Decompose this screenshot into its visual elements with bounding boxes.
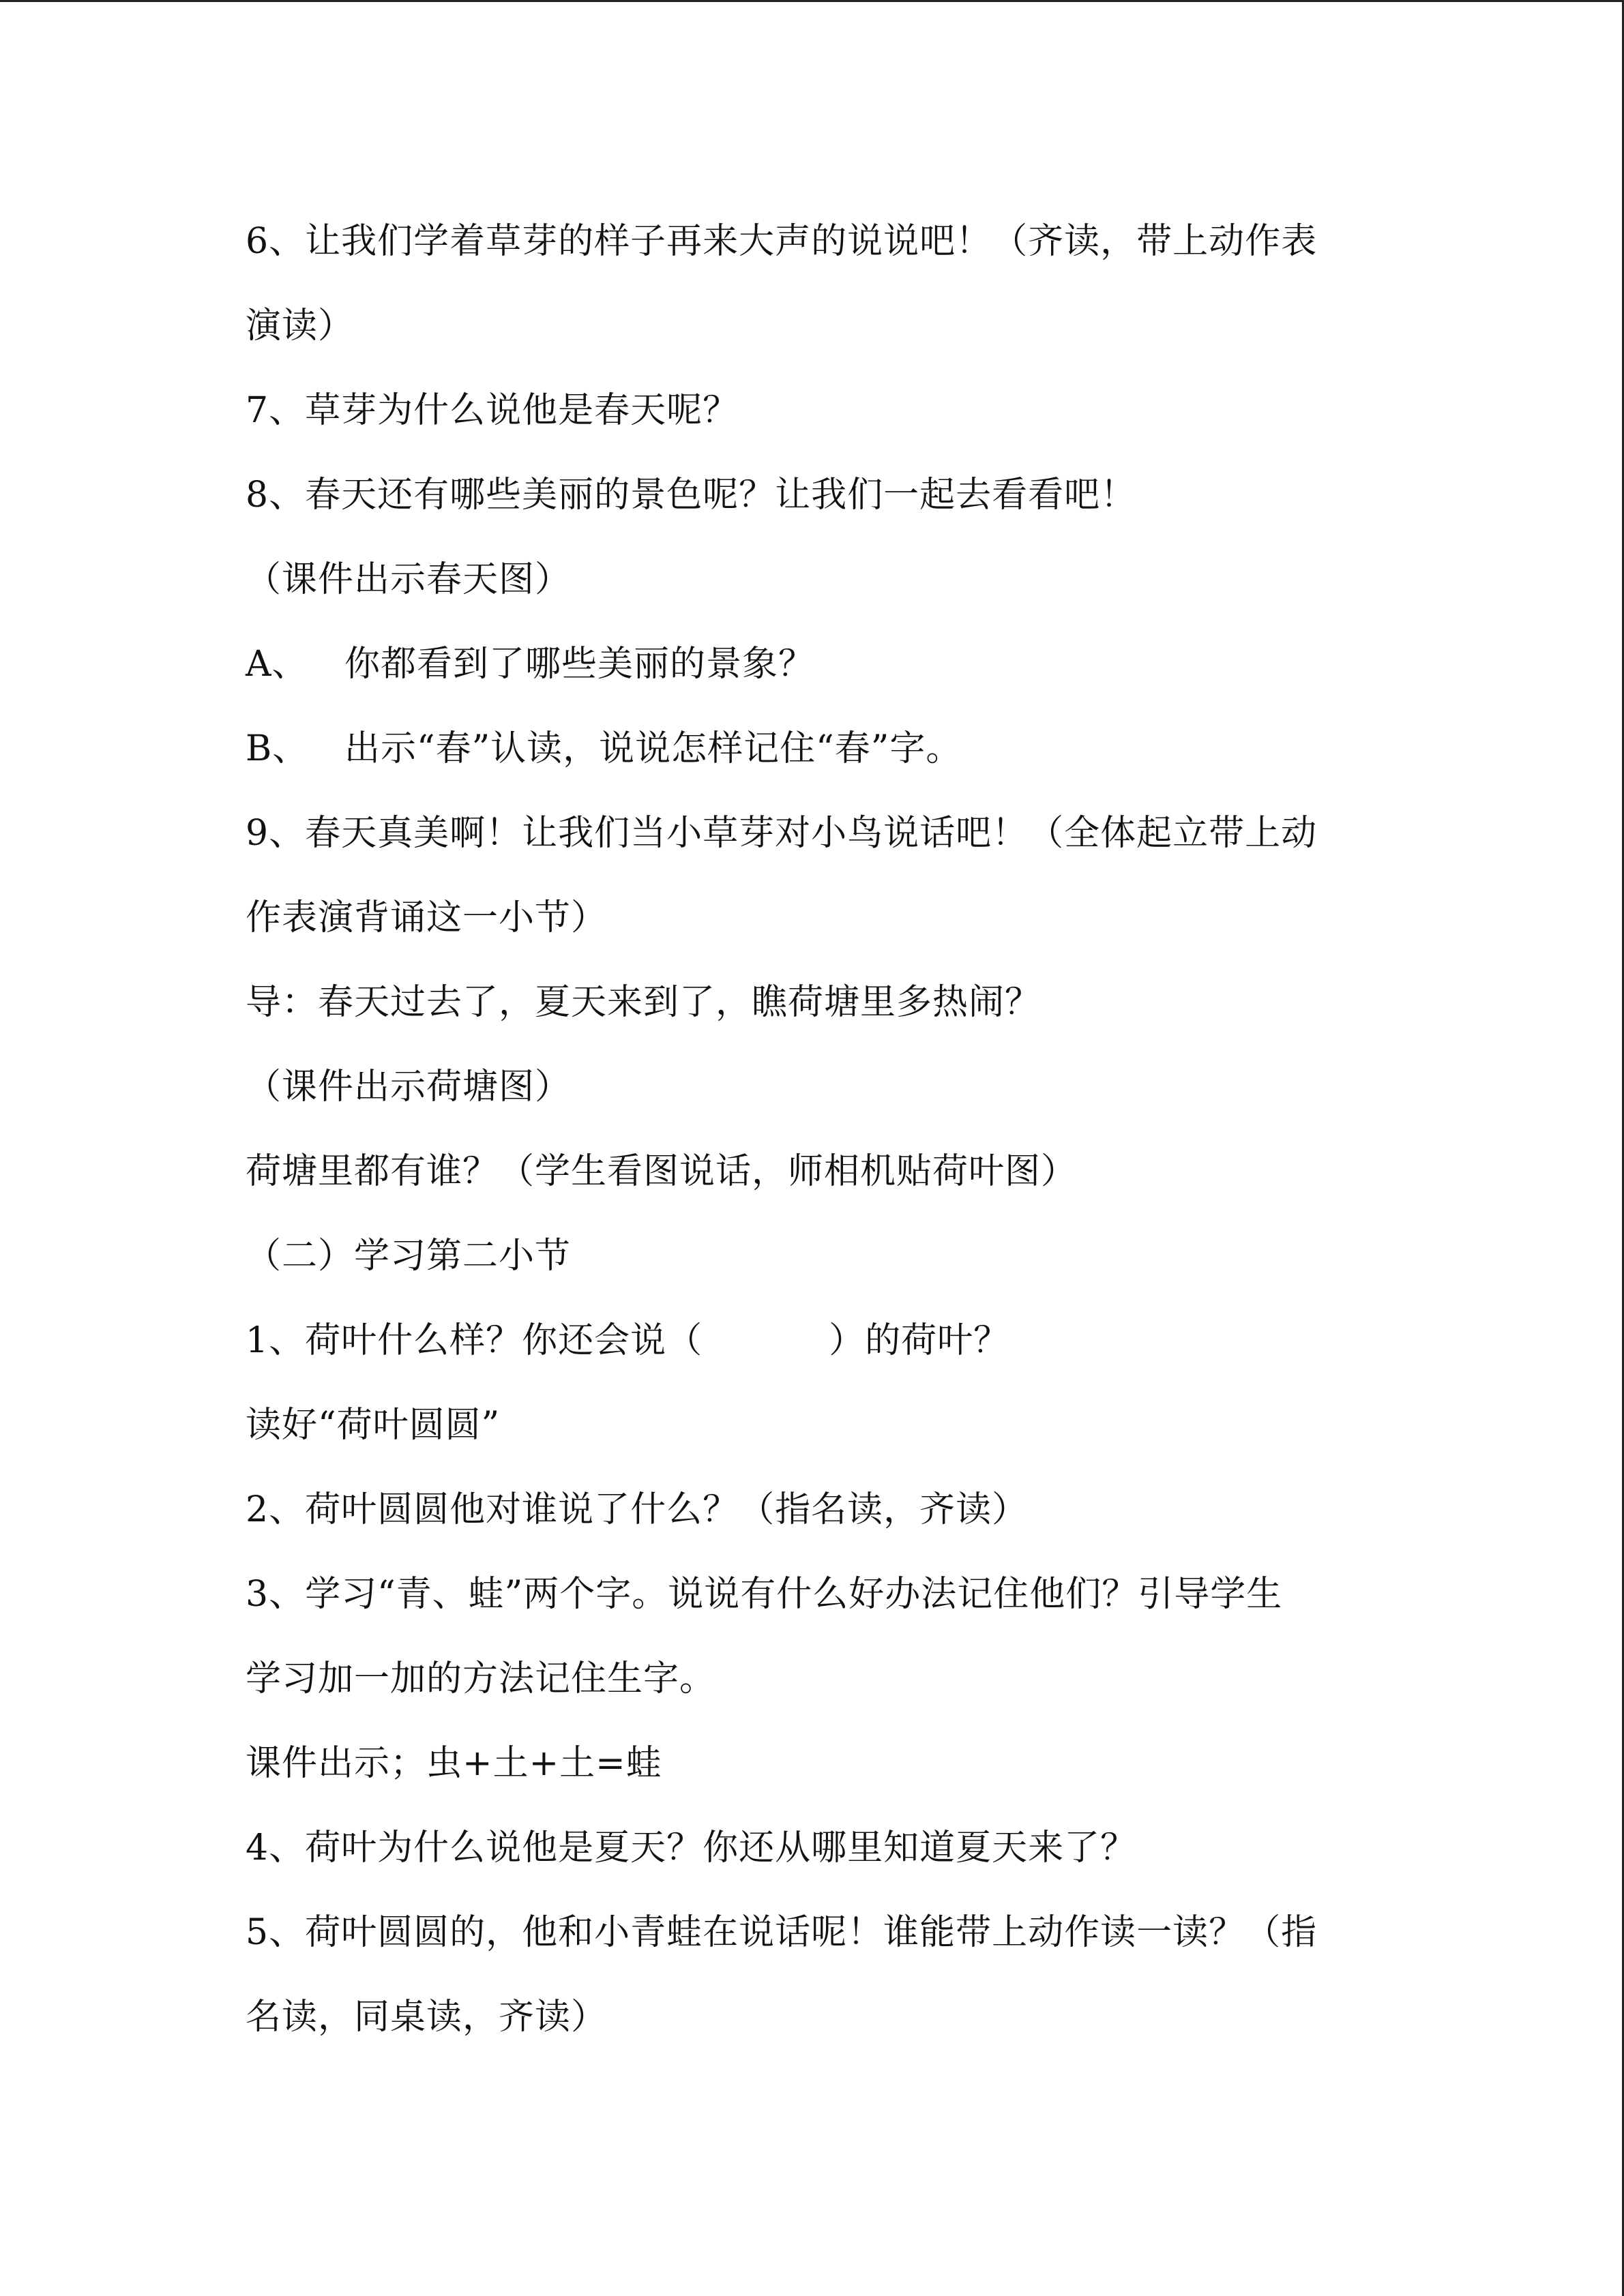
line-text: 出示“春”认读，说说怎样记住“春”字。	[344, 728, 962, 769]
text-line-pond-question	[246, 1148, 1077, 1195]
line-text: ）的荷叶？	[829, 1320, 1010, 1361]
line-text: 6、让我们学着草芽的样子再来大声的说说吧！（齐读，带上动作表	[246, 221, 1318, 262]
line-text: （二）学习第二小节	[246, 1236, 572, 1277]
text-line-read-well	[246, 1401, 500, 1449]
text-line-courseware-formula	[246, 1740, 662, 1787]
text-line-4	[246, 1824, 1136, 1872]
text-line-2	[246, 1486, 1028, 1534]
list-label-b: B、	[246, 728, 309, 769]
line-text: 5、荷叶圆圆的，他和小青蛙在说话呢！谁能带上动作读一读？（指	[246, 1912, 1318, 1953]
line-text: 7、草芽为什么说他是春天呢？	[246, 390, 739, 431]
text-line-3	[246, 1570, 1282, 1618]
text-line-courseware-pond	[246, 1063, 571, 1111]
text-line-9	[246, 809, 1317, 857]
line-text: 荷塘里都有谁？（学生看图说话，师相机贴荷叶图）	[246, 1151, 1078, 1192]
line-text: 4、荷叶为什么说他是夏天？你还从哪里知道夏天来了？	[246, 1828, 1137, 1868]
line-text: 导：春天过去了，夏天来到了，瞧荷塘里多热闹？	[246, 982, 1042, 1023]
line-text: （课件出示春天图）	[246, 559, 572, 600]
text-line-6	[246, 218, 1317, 265]
line-text: 课件出示；虫+土+土=蛙	[246, 1743, 662, 1784]
section-heading-two	[246, 1232, 571, 1280]
line-text: 1、荷叶什么样？你还会说（	[246, 1320, 703, 1361]
line-text: 读好“荷叶圆圆”	[246, 1405, 501, 1446]
text-line-1	[246, 1317, 1009, 1365]
text-line-9-cont	[246, 894, 607, 942]
text-line-courseware-spring	[246, 556, 571, 603]
line-text: 学习加一加的方法记住生字。	[246, 1658, 716, 1699]
line-text: （课件出示荷塘图）	[246, 1067, 572, 1107]
text-line-guide	[246, 979, 1041, 1026]
line-text: 演读）	[246, 305, 355, 346]
line-text: 你都看到了哪些美丽的景象？	[344, 644, 815, 685]
text-line-7	[246, 387, 739, 434]
text-line-b	[246, 725, 962, 773]
line-text: 2、荷叶圆圆他对谁说了什么？（指名读，齐读）	[246, 1489, 1029, 1530]
line-text: 3、学习“青、蛙”两个字。说说有什么好办法记住他们？引导学生	[246, 1574, 1283, 1615]
text-line-a	[246, 640, 814, 688]
text-line-5-cont	[246, 1993, 607, 2041]
list-label-a: A、	[246, 644, 308, 685]
line-text: 作表演背诵这一小节）	[246, 897, 608, 938]
line-text: 9、春天真美啊！让我们当小草芽对小鸟说话吧！（全体起立带上动	[246, 813, 1318, 854]
line-text: 8、春天还有哪些美丽的景色呢？让我们一起去看看吧！	[246, 475, 1137, 516]
text-line-3-cont	[246, 1655, 715, 1703]
line-text: 名读，同桌读，齐读）	[246, 1997, 608, 2038]
text-line-5	[246, 1909, 1317, 1956]
text-line-6-cont	[246, 302, 354, 350]
text-line-8	[246, 471, 1136, 519]
